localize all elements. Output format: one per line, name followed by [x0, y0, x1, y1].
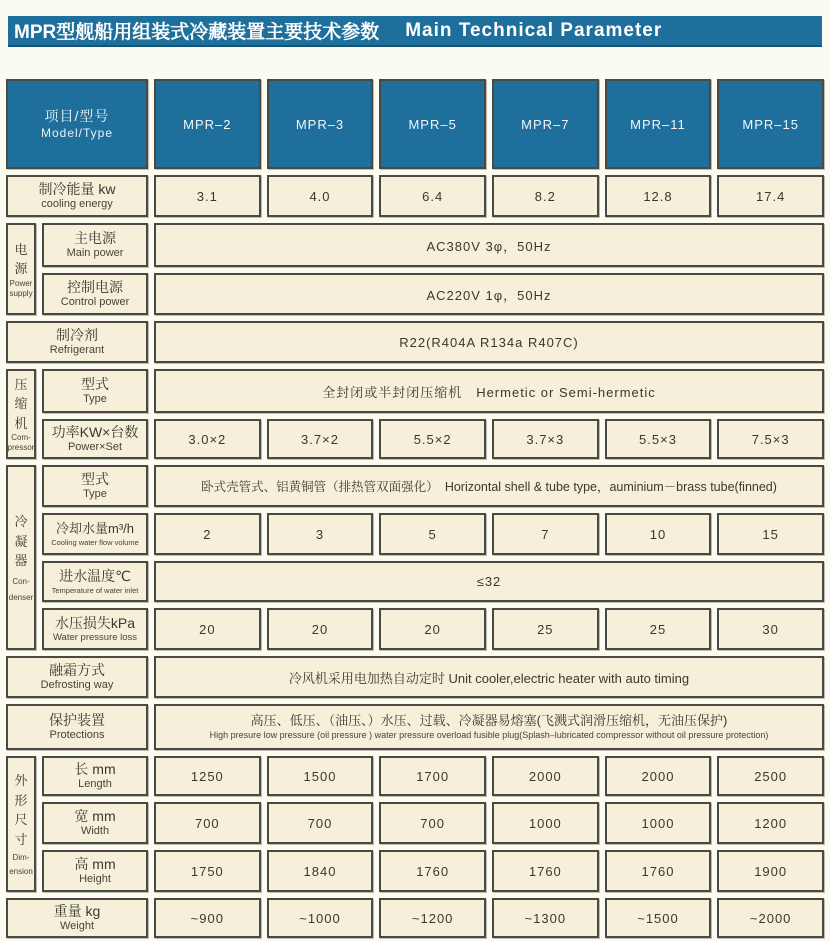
- row-label-refrigerant-zh: 制冷剂: [56, 326, 98, 343]
- group-dimension-en2: ension: [9, 867, 33, 876]
- row-label-cooling-energy-zh: 制冷能量 kw: [38, 180, 116, 197]
- cell-weight-mpr2: ~900: [154, 898, 261, 938]
- group-dimension: [6, 756, 36, 892]
- cell-height-mpr11: 1760: [605, 850, 712, 892]
- cell-width-mpr2: 700: [154, 802, 261, 844]
- row-label-compressor-type-zh: 型式: [81, 375, 109, 392]
- cell-length-mpr7: 2000: [492, 756, 599, 796]
- corner-header-en: Model/Type: [40, 125, 114, 140]
- group-condenser-zh: 冷凝器: [14, 514, 28, 569]
- row-label-protections: [6, 704, 148, 750]
- row-label-weight-zh: 重量 kg: [53, 902, 101, 919]
- cell-pressure-loss-mpr15: 30: [717, 608, 824, 650]
- cell-compressor-type-value: 全封闭或半封闭压缩机 Hermetic or Semi-hermetic: [154, 369, 824, 413]
- cell-length-mpr11: 2000: [605, 756, 712, 796]
- group-compressor: [6, 369, 36, 459]
- cell-height-mpr5: 1760: [379, 850, 486, 892]
- cell-control-power-value: AC220V 1φ，50Hz: [154, 273, 824, 315]
- row-label-condenser-type-en: Type: [83, 488, 107, 501]
- row-label-control-power: [42, 273, 148, 315]
- group-compressor-en1: Com-: [11, 433, 31, 443]
- row-label-water-inlet: [42, 561, 148, 602]
- column-header-mpr3: MPR–3: [267, 79, 374, 169]
- row-label-refrigerant-en: Refrigerant: [49, 344, 105, 357]
- page-title-bar: [8, 16, 822, 47]
- cell-power-set-mpr11: 5.5×3: [605, 419, 712, 459]
- cell-weight-mpr7: ~1300: [492, 898, 599, 938]
- row-label-length-en: Length: [78, 778, 112, 791]
- group-condenser-en1: Con-: [12, 576, 30, 586]
- row-label-defrosting: [6, 656, 148, 698]
- cell-width-mpr7: 1000: [492, 802, 599, 844]
- cell-height-mpr2: 1750: [154, 850, 261, 892]
- column-header-mpr15: MPR–15: [717, 79, 824, 169]
- cell-power-set-mpr5: 5.5×2: [379, 419, 486, 459]
- cell-water-inlet-value: ≤32: [154, 561, 824, 602]
- cell-cooling-energy-mpr7: 8.2: [492, 175, 599, 217]
- cell-refrigerant-value: R22(R404A R134a R407C): [154, 321, 824, 363]
- cell-length-mpr3: 1500: [267, 756, 374, 796]
- row-label-length-zh: 长 mm: [74, 760, 116, 777]
- row-label-condenser-type-zh: 型式: [81, 470, 109, 487]
- row-label-cooling-water-en: Cooling water flow volume: [51, 537, 139, 547]
- cell-pressure-loss-mpr7: 25: [492, 608, 599, 650]
- cell-power-set-mpr15: 7.5×3: [717, 419, 824, 459]
- row-label-width: [42, 802, 148, 844]
- row-label-power-set: [42, 419, 148, 459]
- cell-width-mpr3: 700: [267, 802, 374, 844]
- row-label-control-power-en: Control power: [60, 296, 130, 309]
- group-power-supply: [6, 223, 36, 315]
- technical-parameter-table: [6, 79, 824, 938]
- cell-protections-value: [154, 704, 824, 750]
- group-dimension-en1: Dim-: [12, 853, 30, 862]
- cell-cooling-water-mpr3: 3: [267, 513, 374, 555]
- column-header-mpr7: MPR–7: [492, 79, 599, 169]
- cell-power-set-mpr3: 3.7×2: [267, 419, 374, 459]
- row-label-defrosting-zh: 融霜方式: [49, 661, 105, 678]
- row-label-pressure-loss: [42, 608, 148, 650]
- group-power-supply-zh: 电源: [14, 241, 28, 276]
- cell-cooling-water-mpr15: 15: [717, 513, 824, 555]
- corner-header-zh: 项目/型号: [44, 108, 110, 125]
- group-condenser: [6, 465, 36, 650]
- cell-weight-mpr11: ~1500: [605, 898, 712, 938]
- column-header-mpr2: MPR–2: [154, 79, 261, 169]
- group-power-supply-en2: supply: [9, 288, 33, 298]
- cell-width-mpr11: 1000: [605, 802, 712, 844]
- group-compressor-en2: pressor: [7, 443, 35, 453]
- page-title-en: Main Technical Parameter: [405, 19, 663, 41]
- cell-cooling-water-mpr11: 10: [605, 513, 712, 555]
- row-label-main-power-en: Main power: [66, 247, 124, 260]
- row-label-compressor-type-en: Type: [83, 393, 107, 406]
- row-label-refrigerant: [6, 321, 148, 363]
- row-label-water-inlet-en: Temperature of water inlet: [51, 585, 139, 595]
- corner-header-cell: [6, 79, 148, 169]
- row-label-length: [42, 756, 148, 796]
- row-label-water-inlet-zh: 进水温度℃: [59, 568, 131, 585]
- cell-pressure-loss-mpr11: 25: [605, 608, 712, 650]
- cell-cooling-energy-mpr2: 3.1: [154, 175, 261, 217]
- row-label-defrosting-en: Defrosting way: [40, 679, 114, 692]
- row-label-pressure-loss-en: Water pressure loss: [52, 632, 138, 644]
- cell-cooling-energy-mpr15: 17.4: [717, 175, 824, 217]
- cell-length-mpr5: 1700: [379, 756, 486, 796]
- row-label-width-en: Width: [80, 825, 110, 838]
- row-label-control-power-zh: 控制电源: [67, 278, 123, 295]
- row-label-protections-zh: 保护装置: [49, 711, 105, 728]
- group-power-supply-en1: Power: [9, 278, 33, 288]
- row-label-weight-en: Weight: [59, 920, 95, 933]
- cell-height-mpr3: 1840: [267, 850, 374, 892]
- cell-cooling-water-mpr7: 7: [492, 513, 599, 555]
- cell-weight-mpr3: ~1000: [267, 898, 374, 938]
- cell-power-set-mpr7: 3.7×3: [492, 419, 599, 459]
- row-label-height-zh: 高 mm: [74, 855, 116, 872]
- cell-cooling-water-mpr2: 2: [154, 513, 261, 555]
- row-label-width-zh: 宽 mm: [74, 807, 116, 824]
- cell-condenser-type-value: 卧式壳管式、铝黄铜管（排热管双面强化） Horizontal shell & tube type，auminium－brass tube(finned): [154, 465, 824, 507]
- row-label-height: [42, 850, 148, 892]
- page-title-zh: MPR型舰船用组装式冷藏装置主要技术参数: [14, 22, 380, 43]
- group-dimension-zh: 外形尺寸: [14, 773, 28, 847]
- cell-weight-mpr5: ~1200: [379, 898, 486, 938]
- cell-cooling-water-mpr5: 5: [379, 513, 486, 555]
- cell-cooling-energy-mpr11: 12.8: [605, 175, 712, 217]
- row-label-power-set-en: Power×Set: [67, 441, 123, 454]
- row-label-pressure-loss-zh: 水压损失kPa: [54, 614, 136, 631]
- group-compressor-zh: 压缩机: [14, 376, 28, 431]
- cell-weight-mpr15: ~2000: [717, 898, 824, 938]
- row-label-condenser-type: [42, 465, 148, 507]
- group-condenser-en2: denser: [8, 592, 34, 602]
- row-label-cooling-energy-en: cooling energy: [41, 198, 113, 211]
- column-header-mpr11: MPR–11: [605, 79, 712, 169]
- row-label-height-en: Height: [79, 873, 111, 886]
- row-label-main-power: [42, 223, 148, 267]
- row-label-cooling-water-zh: 冷却水量m³/h: [55, 521, 134, 537]
- cell-protections-value-en: High presure low pressure (oil pressure ) water pressure overload fusible plug(Splash–lubricated compressor without oil pressure protection): [209, 729, 769, 740]
- column-header-mpr5: MPR–5: [379, 79, 486, 169]
- row-label-cooling-energy: [6, 175, 148, 217]
- row-label-weight: [6, 898, 148, 938]
- cell-height-mpr7: 1760: [492, 850, 599, 892]
- row-label-power-set-zh: 功率KW×台数: [51, 423, 139, 440]
- cell-power-set-mpr2: 3.0×2: [154, 419, 261, 459]
- cell-width-mpr15: 1200: [717, 802, 824, 844]
- cell-protections-value-zh: 高压、低压、（油压、）水压、过载、冷凝器易熔塞(飞溅式润滑压缩机，无油压保护): [250, 713, 728, 729]
- cell-pressure-loss-mpr5: 20: [379, 608, 486, 650]
- row-label-compressor-type: [42, 369, 148, 413]
- cell-main-power-value: AC380V 3φ，50Hz: [154, 223, 824, 267]
- cell-length-mpr2: 1250: [154, 756, 261, 796]
- row-label-main-power-zh: 主电源: [74, 229, 116, 246]
- cell-cooling-energy-mpr5: 6.4: [379, 175, 486, 217]
- cell-cooling-energy-mpr3: 4.0: [267, 175, 374, 217]
- cell-height-mpr15: 1900: [717, 850, 824, 892]
- cell-pressure-loss-mpr3: 20: [267, 608, 374, 650]
- cell-width-mpr5: 700: [379, 802, 486, 844]
- cell-length-mpr15: 2500: [717, 756, 824, 796]
- cell-defrosting-value: 冷风机采用电加热自动定时 Unit cooler,electric heater with auto timing: [154, 656, 824, 698]
- row-label-protections-en: Protections: [49, 729, 105, 742]
- cell-pressure-loss-mpr2: 20: [154, 608, 261, 650]
- row-label-cooling-water: [42, 513, 148, 555]
